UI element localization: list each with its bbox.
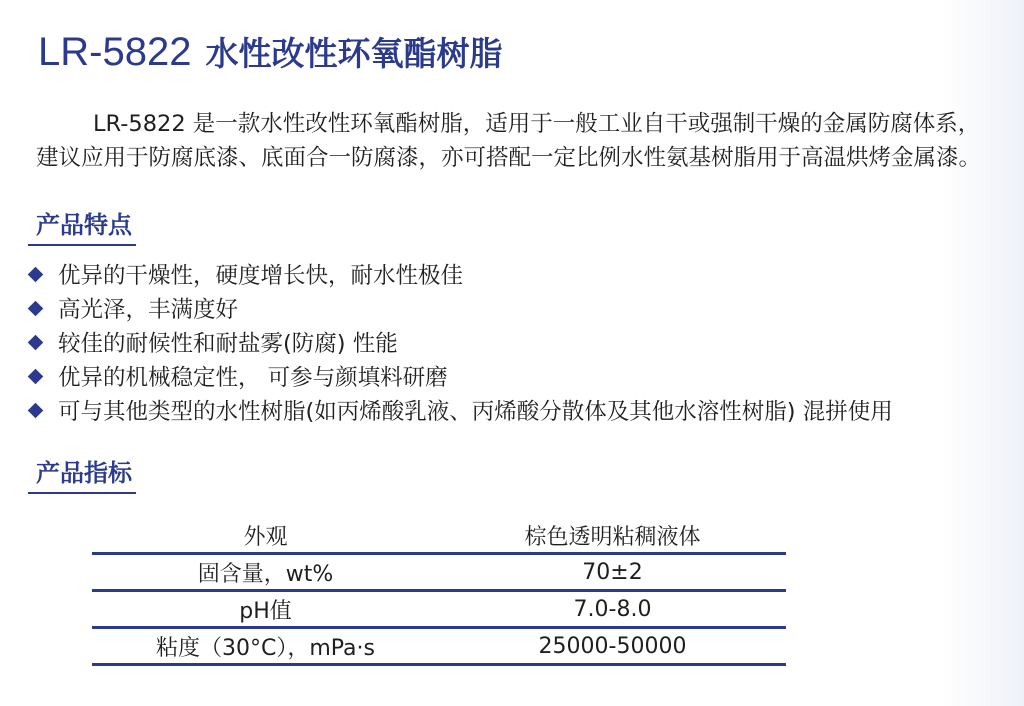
product-code: LR-5822 <box>38 30 192 74</box>
table-row <box>92 628 786 665</box>
diamond-bullet-icon <box>28 402 44 418</box>
diamond-bullet-icon <box>28 300 44 316</box>
feature-item <box>26 393 893 427</box>
feature-text: 高光泽，丰满度好 <box>58 297 239 323</box>
spec-property: 粘度（30°C），mPa·s <box>92 628 439 665</box>
spec-value: 25000-50000 <box>439 628 786 665</box>
table-row <box>92 554 786 591</box>
feature-text: 优异的干燥性，硬度增长快，耐水性极佳 <box>58 263 464 289</box>
diamond-bullet-icon <box>28 368 44 384</box>
spec-value: 70±2 <box>439 554 786 591</box>
feature-item <box>26 325 893 359</box>
feature-text: 可与其他类型的水性树脂(如丙烯酸乳液、丙烯酸分散体及其他水溶性树脂) 混拼使用 <box>58 399 893 425</box>
specs-heading: 产品指标 <box>36 453 132 494</box>
spec-value: 7.0-8.0 <box>439 591 786 628</box>
spec-table <box>92 518 786 666</box>
feature-item <box>26 257 893 291</box>
feature-item <box>26 359 893 393</box>
diamond-bullet-icon <box>28 266 44 282</box>
page-title <box>38 28 502 75</box>
feature-item <box>26 291 893 325</box>
features-heading: 产品特点 <box>36 205 132 246</box>
intro-paragraph: LR-5822 是一款水性改性环氧酯树脂，适用于一般工业自干或强制干燥的金属防腐体系，建议应用于防腐底漆、底面合一防腐漆，亦可搭配一定比例水性氨基树脂用于高温烘烤金属漆。 <box>36 110 982 171</box>
table-row <box>92 591 786 628</box>
feature-text: 优异的机械稳定性， 可参与颜填料研磨 <box>58 365 448 391</box>
table-row <box>92 518 786 554</box>
diamond-bullet-icon <box>28 334 44 350</box>
spec-property: pH值 <box>92 591 439 628</box>
spec-property: 固含量，wt% <box>92 554 439 591</box>
feature-text: 较佳的耐候性和耐盐雾(防腐) 性能 <box>58 331 398 357</box>
spec-property: 外观 <box>92 518 439 554</box>
spec-value: 棕色透明粘稠液体 <box>439 518 786 554</box>
features-list <box>26 257 893 427</box>
product-name: 水性改性环氧酯树脂 <box>205 34 503 73</box>
